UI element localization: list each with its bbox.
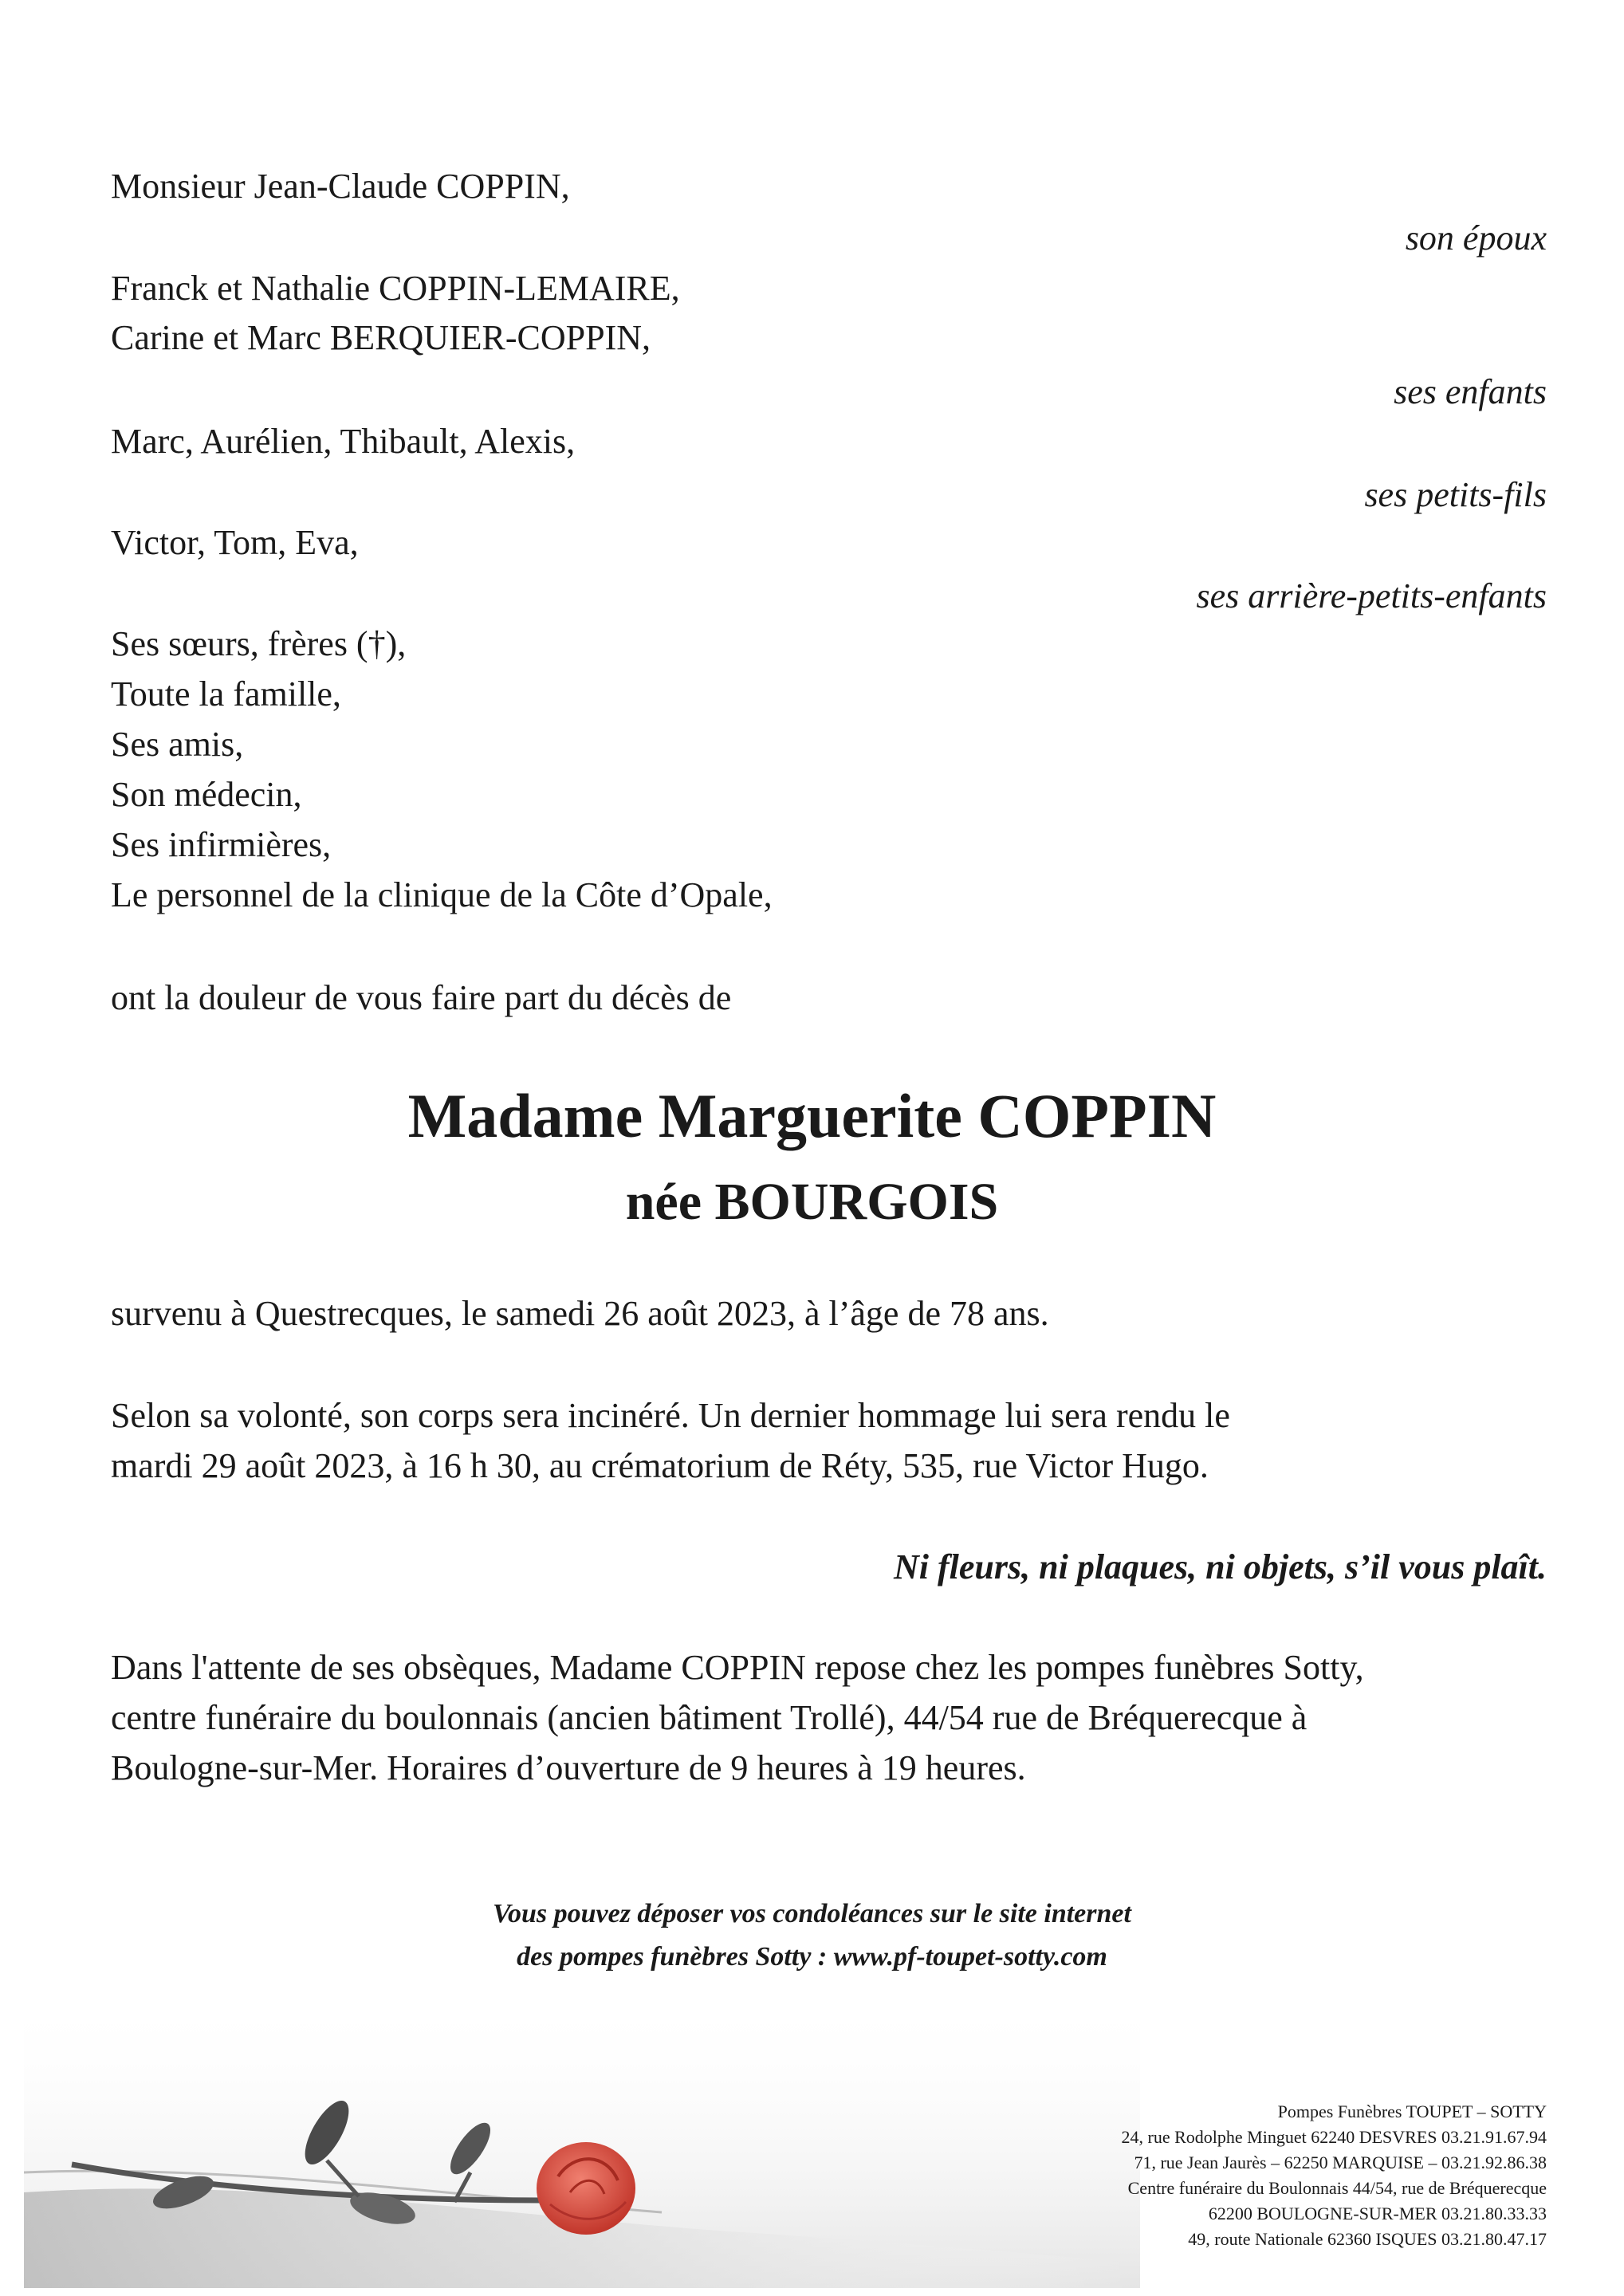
deceased-name: Madame Marguerite COPPIN <box>407 1081 1217 1150</box>
great-grandchildren-role: ses arrière-petits-enfants <box>1196 576 1547 615</box>
viewing-line: centre funéraire du boulonnais (ancien bâtiment Trollé), 44/54 rue de Bréquerecque à <box>111 1698 1307 1737</box>
funeral-home-info <box>1122 2099 1547 2252</box>
other-mourner: Ses infirmières, <box>111 825 332 864</box>
rose-illustration <box>24 1993 1140 2288</box>
funeral-home-address: 71, rue Jean Jaurès – 62250 MARQUISE – 03.21.92.86.38 <box>1134 2152 1547 2172</box>
ceremony-line: mardi 29 août 2023, à 16 h 30, au crématorium de Réty, 535, rue Victor Hugo. <box>111 1446 1209 1485</box>
other-mourner: Ses sœurs, frères (†), <box>111 624 407 663</box>
funeral-home-address: 24, rue Rodolphe Minguet 62240 DESVRES 03.21.91.67.94 <box>1121 2127 1547 2147</box>
child-name: Carine et Marc BERQUIER-COPPIN, <box>111 318 651 357</box>
spouse-role: son époux <box>1405 218 1547 258</box>
spouse-name: Monsieur Jean-Claude COPPIN, <box>111 167 570 206</box>
deceased-maiden-name: née BOURGOIS <box>625 1173 999 1231</box>
condolences-line: des pompes funèbres Sotty : www.pf-toupet-sotty.com <box>517 1942 1107 1972</box>
funeral-home-address: 49, route Nationale 62360 ISQUES 03.21.80.47.17 <box>1188 2229 1547 2249</box>
other-mourner: Le personnel de la clinique de la Côte d’Opale, <box>111 875 773 914</box>
children-role: ses enfants <box>1394 372 1547 411</box>
child-name: Franck et Nathalie COPPIN-LEMAIRE, <box>111 269 680 308</box>
great-grandchildren-names: Victor, Tom, Eva, <box>111 523 359 562</box>
condolences-line: Vous pouvez déposer vos condoléances sur le site internet <box>493 1899 1131 1928</box>
grandchildren-names: Marc, Aurélien, Thibault, Alexis, <box>111 422 576 461</box>
death-details: survenu à Questrecques, le samedi 26 août 2023, à l’âge de 78 ans. <box>111 1294 1049 1333</box>
viewing-line: Boulogne-sur-Mer. Horaires d’ouverture de 9 heures à 19 heures. <box>111 1748 1026 1787</box>
rose-bloom <box>537 2142 635 2235</box>
ceremony-line: Selon sa volonté, son corps sera incinéré. Un dernier hommage lui sera rendu le <box>111 1396 1230 1435</box>
grandchildren-role: ses petits-fils <box>1364 475 1547 514</box>
funeral-home-name: Pompes Funèbres TOUPET – SOTTY <box>1277 2101 1547 2121</box>
no-flowers-request: Ni fleurs, ni plaques, ni objets, s’il vous plaît. <box>894 1547 1547 1586</box>
funeral-home-address: 62200 BOULOGNE-SUR-MER 03.21.80.33.33 <box>1208 2204 1547 2223</box>
viewing-line: Dans l'attente de ses obsèques, Madame COPPIN repose chez les pompes funèbres Sotty, <box>111 1648 1364 1687</box>
other-mourner: Toute la famille, <box>111 674 341 714</box>
other-mourner: Son médecin, <box>111 775 302 814</box>
funeral-home-address: Centre funéraire du Boulonnais 44/54, rue de Bréquerecque <box>1127 2178 1547 2198</box>
announcement: ont la douleur de vous faire part du décès de <box>111 978 732 1017</box>
other-mourner: Ses amis, <box>111 725 244 764</box>
